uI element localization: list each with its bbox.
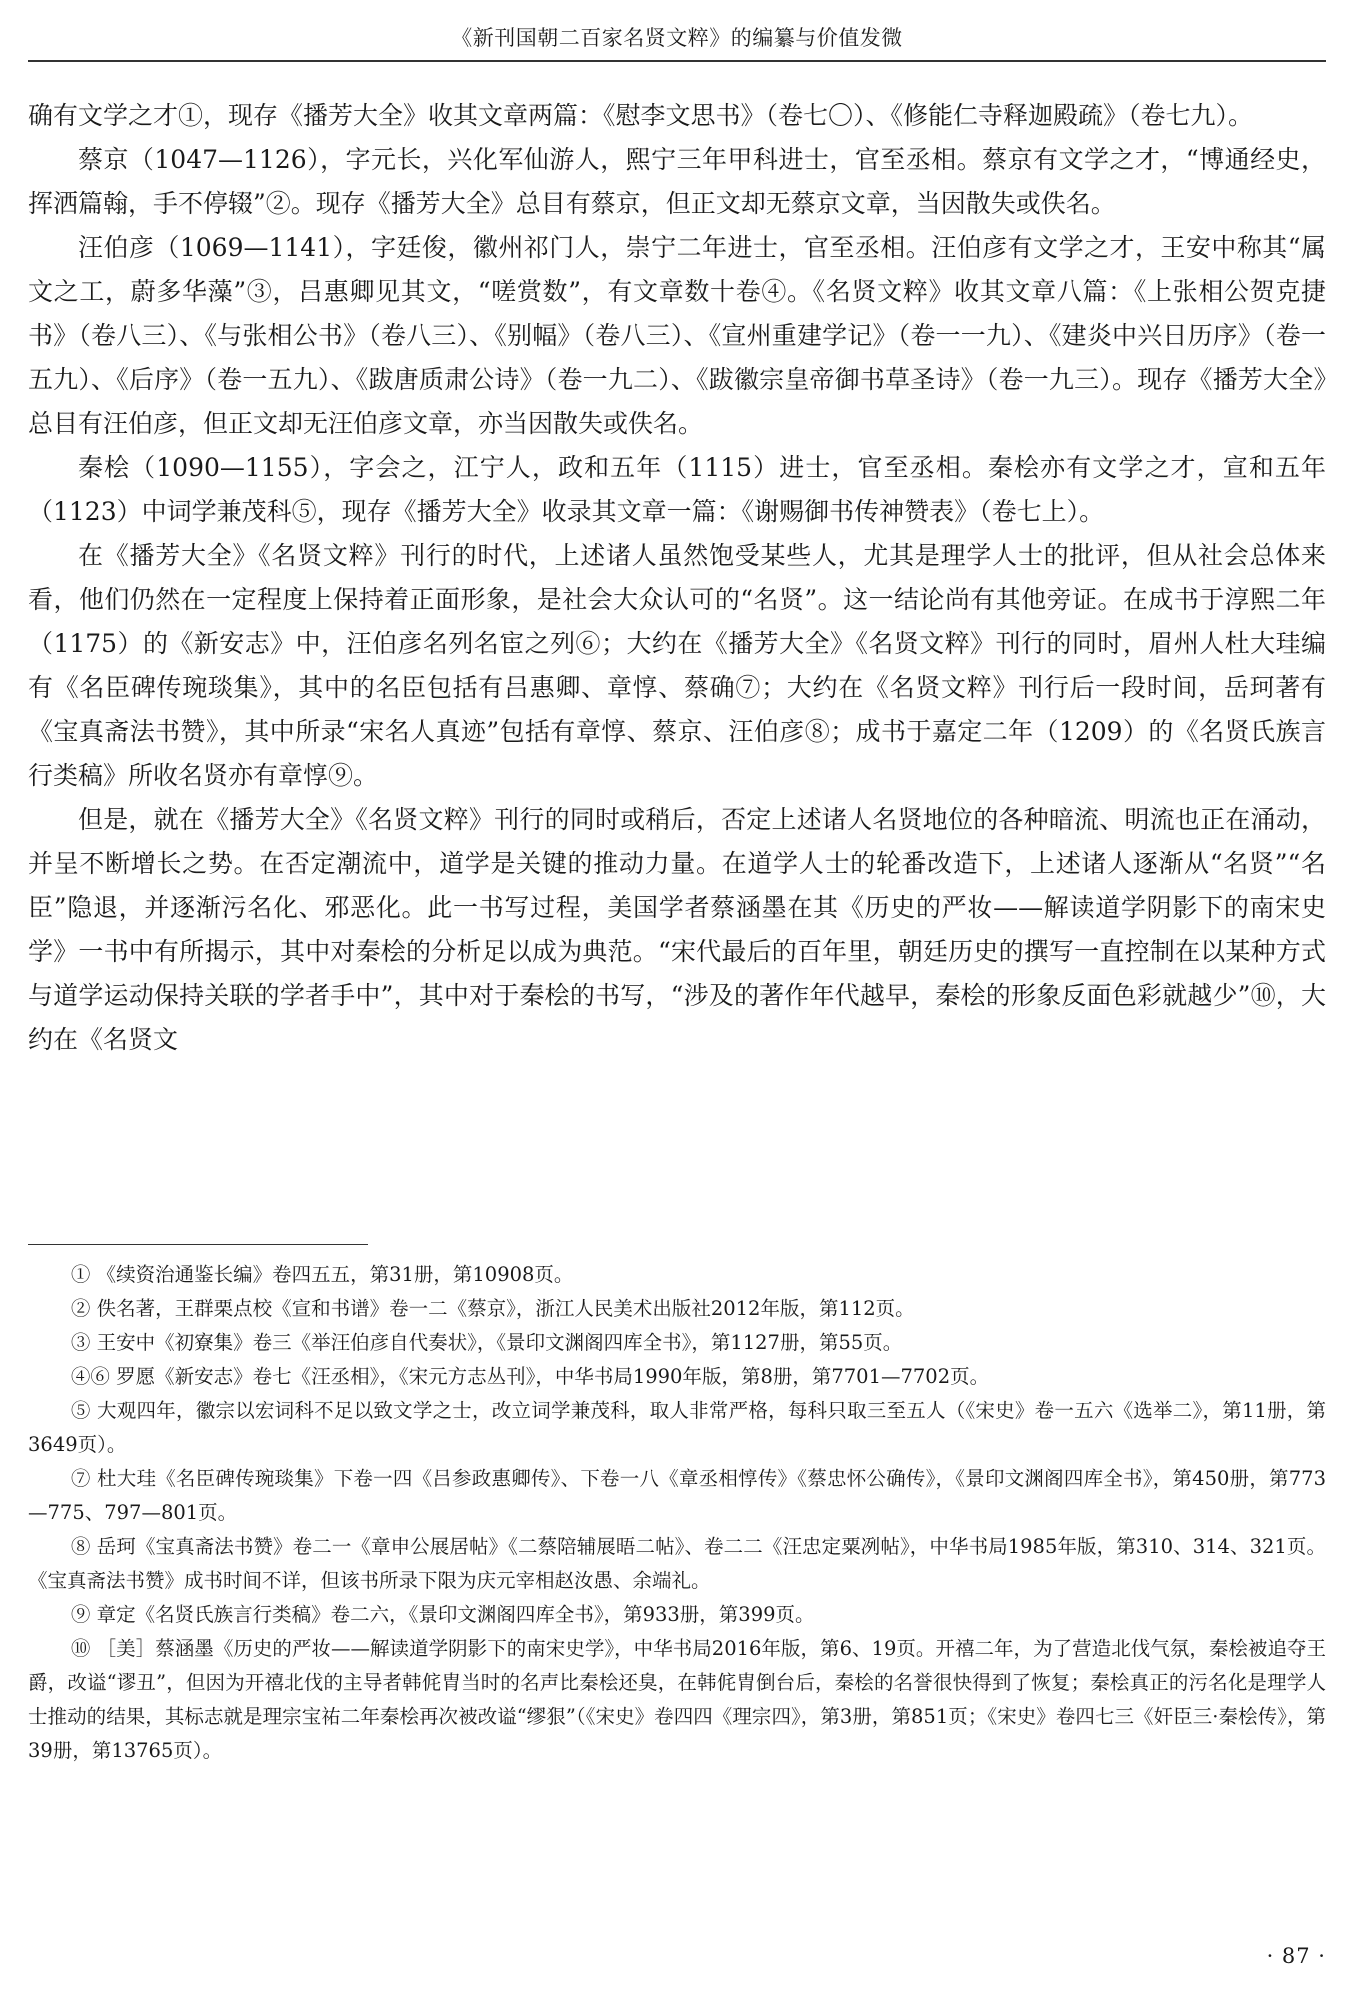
footnote: ① 《续资治通鉴长编》卷四五五，第31册，第10908页。	[70, 1263, 574, 1286]
paragraph: 蔡京（1047—1126），字元长，兴化军仙游人，熙宁三年甲科进士，官至丞相。蔡京有文学之才，“博通经史，挥洒篇翰，手不停辍”②。现存《播芳大全》总目有蔡京，但正文却无蔡京文章，当因散失或佚名。	[28, 145, 1326, 218]
main-text	[28, 94, 1326, 1062]
footnote-rule	[28, 1244, 368, 1245]
paragraph: 秦桧（1090—1155），字会之，江宁人，政和五年（1115）进士，官至丞相。秦桧亦有文学之才，宣和五年（1123）中词学兼茂科⑤，现存《播芳大全》收录其文章一篇：《谢赐御书传神赞表》（卷七上）。	[28, 453, 1326, 526]
footnote: ④⑥ 罗愿《新安志》卷七《汪丞相》，《宋元方志丛刊》，中华书局1990年版，第8册，第7701—7702页。	[70, 1365, 990, 1388]
header-rule	[28, 60, 1326, 62]
page-number: · 87 ·	[1266, 1944, 1326, 1968]
paragraph: 汪伯彦（1069—1141），字廷俊，徽州祁门人，崇宁二年进士，官至丞相。汪伯彦有文学之才，王安中称其“属文之工，蔚多华藻”③，吕惠卿见其文，“嗟赏数”，有文章数十卷④。《名贤文粹》收其文章八篇：《上张相公贺克捷书》（卷八三）、《与张相公书》（卷八三）、《别幅》（卷八三）、《宣州重建学记》（卷一一九）、《建炎中兴日历序》（卷一五九）、《后序》（卷一五九）、《跋唐质肃公诗》（卷一九二）、《跋徽宗皇帝御书草圣诗》（卷一九三）。现存《播芳大全》总目有汪伯彦，但正文却无汪伯彦文章，亦当因散失或佚名。	[28, 233, 1326, 438]
footnote: ③ 王安中《初寮集》卷三《举汪伯彦自代奏状》，《景印文渊阁四库全书》，第1127册，第55页。	[70, 1331, 903, 1354]
footnote: ⑩ ［美］蔡涵墨《历史的严妆——解读道学阴影下的南宋史学》，中华书局2016年版，第6、19页。开禧二年，为了营造北伐气氛，秦桧被追夺王爵，改谥“谬丑”，但因为开禧北伐的主导者韩侂胄当时的名声比秦桧还臭，在韩侂胄倒台后，秦桧的名誉很快得到了恢复；秦桧真正的污名化是理学人士推动的结果，其标志就是理宗宝祐二年秦桧再次被改谥“缪狠”（《宋史》卷四四《理宗四》，第3册，第851页；《宋史》卷四七三《奸臣三·秦桧传》，第39册，第13765页）。	[28, 1637, 1326, 1762]
paragraph: 在《播芳大全》《名贤文粹》刊行的时代，上述诸人虽然饱受某些人，尤其是理学人士的批评，但从社会总体来看，他们仍然在一定程度上保持着正面形象，是社会大众认可的“名贤”。这一结论尚有其他旁证。在成书于淳熙二年（1175）的《新安志》中，汪伯彦名列名宦之列⑥；大约在《播芳大全》《名贤文粹》刊行的同时，眉州人杜大珪编有《名臣碑传琬琰集》，其中的名臣包括有吕惠卿、章惇、蔡确⑦；大约在《名贤文粹》刊行后一段时间，岳珂著有《宝真斋法书赞》，其中所录“宋名人真迹”包括有章惇、蔡京、汪伯彦⑧；成书于嘉定二年（1209）的《名贤氏族言行类稿》所收名贤亦有章惇⑨。	[28, 541, 1326, 790]
running-header: 《新刊国朝二百家名贤文粹》的编纂与价值发微	[451, 26, 903, 50]
footnote: ② 佚名著，王群栗点校《宣和书谱》卷一二《蔡京》，浙江人民美术出版社2012年版，第112页。	[70, 1297, 915, 1320]
footnote: ⑧ 岳珂《宝真斋法书赞》卷二一《章申公展居帖》《二蔡陪辅展晤二帖》、卷二二《汪忠定粟冽帖》，中华书局1985年版，第310、314、321页。《宝真斋法书赞》成书时间不详，但该书所录下限为庆元宰相赵汝愚、余端礼。	[28, 1535, 1326, 1592]
footnotes	[28, 1258, 1326, 1768]
footnote: ⑨ 章定《名贤氏族言行类稿》卷二六，《景印文渊阁四库全书》，第933册，第399页。	[70, 1603, 815, 1626]
paragraph: 确有文学之才①，现存《播芳大全》收其文章两篇：《慰李文思书》（卷七〇）、《修能仁寺释迦殿疏》（卷七九）。	[28, 101, 1254, 130]
paragraph: 但是，就在《播芳大全》《名贤文粹》刊行的同时或稍后，否定上述诸人名贤地位的各种暗流、明流也正在涌动，并呈不断增长之势。在否定潮流中，道学是关键的推动力量。在道学人士的轮番改造下，上述诸人逐渐从“名贤”“名臣”隐退，并逐渐污名化、邪恶化。此一书写过程，美国学者蔡涵墨在其《历史的严妆——解读道学阴影下的南宋史学》一书中有所揭示，其中对秦桧的分析足以成为典范。“宋代最后的百年里，朝廷历史的撰写一直控制在以某种方式与道学运动保持关联的学者手中”，其中对于秦桧的书写，“涉及的著作年代越早，秦桧的形象反面色彩就越少”⑩，大约在《名贤文	[28, 805, 1326, 1054]
footnote: ⑦ 杜大珪《名臣碑传琬琰集》下卷一四《吕参政惠卿传》、下卷一八《章丞相惇传》《蔡忠怀公确传》，《景印文渊阁四库全书》，第450册，第773—775、797—801页。	[28, 1467, 1326, 1524]
footnote: ⑤ 大观四年，徽宗以宏词科不足以致文学之士，改立词学兼茂科，取人非常严格，每科只取三至五人（《宋史》卷一五六《选举二》，第11册，第3649页）。	[28, 1399, 1326, 1456]
